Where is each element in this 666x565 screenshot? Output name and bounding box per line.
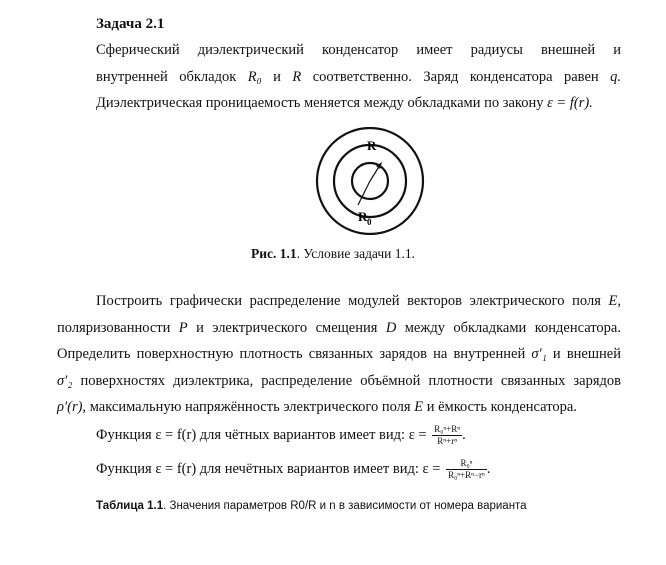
label-R0: R bbox=[358, 209, 368, 224]
problem-title: Задача 2.1 bbox=[96, 16, 165, 32]
figure-caption: Рис. 1.1. Условие задачи 1.1. bbox=[250, 246, 416, 261]
table-caption: Таблица 1.1. Значения параметров R0/R и n в зависимости от номера варианта bbox=[96, 500, 527, 512]
function-even: Функция ε = f(r) для чётных вариантов имеет вид: ε = $\frac{\text{R₀ⁿ+Rⁿ}}{\text{Rⁿ+rⁿ}}$ . bbox=[96, 424, 466, 446]
label-R0-sub: 0 bbox=[367, 217, 372, 227]
odd-fraction: $\frac{\text{R₀ⁿ}}{\text{R₀ⁿ+Rⁿ−rⁿ}}$ bbox=[448, 458, 485, 480]
capacitor-figure bbox=[300, 127, 440, 235]
statement-line-3: Диэлектрическая проницаемость меняется между обкладками по закону ε = f(r). bbox=[96, 95, 593, 111]
task-line-5: ρ′(r), максимальную напряжённость электрического поля E и ёмкость конденсатора. bbox=[57, 399, 577, 415]
radius0-arrow bbox=[358, 181, 370, 205]
task-line-1: Построить графически распределение модулей векторов электрического поля E, bbox=[96, 293, 621, 309]
function-odd: Функция ε = f(r) для нечётных вариантов имеет вид: ε = $\frac{\text{R₀ⁿ}}{\text{R₀ⁿ+Rⁿ−rⁿ}}$ . bbox=[96, 458, 491, 480]
label-R: R bbox=[367, 138, 377, 153]
statement-line-1: Сферический диэлектрический конденсатор имеет радиусы внешней и bbox=[96, 42, 621, 58]
even-fraction: $\frac{\text{R₀ⁿ+Rⁿ}}{\text{Rⁿ+rⁿ}}$ bbox=[434, 424, 461, 446]
task-line-3: Определить поверхностную плотность связанных зарядов на внутренней σ′₁ и внешней bbox=[57, 346, 621, 362]
statement-line-2: внутренней обкладок R₀ и R соответственно. Заряд конденсатора равен q. bbox=[96, 68, 621, 85]
task-line-2: поляризованности P и электрического смещения D между обкладками конденсатора. bbox=[57, 319, 621, 336]
task-paragraph bbox=[57, 288, 621, 421]
task-line-4: σ′₂ поверхностях диэлектрика, распределение объёмной плотности связанных зарядов bbox=[57, 372, 621, 389]
problem-statement-paragraph bbox=[57, 37, 621, 117]
